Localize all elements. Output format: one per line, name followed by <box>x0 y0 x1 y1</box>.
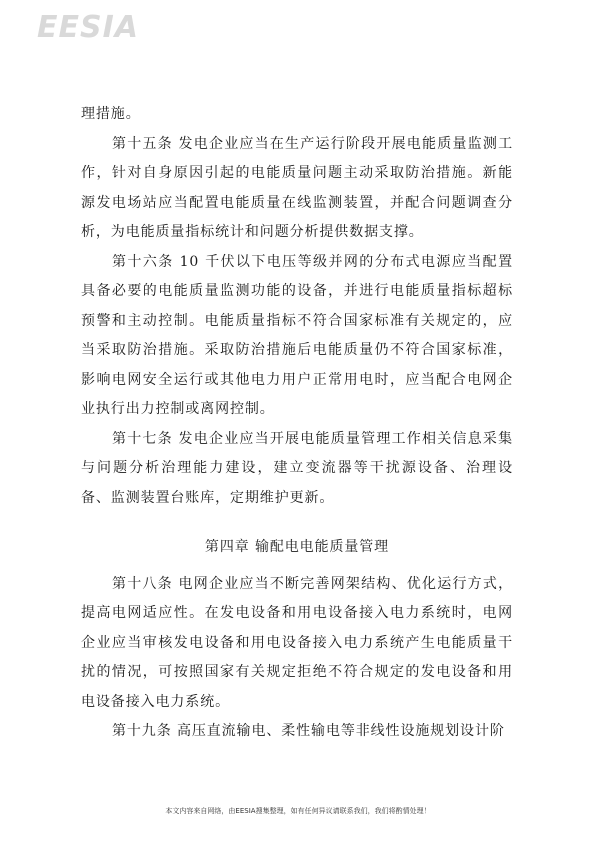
article-text: 高压直流输电、柔性输电等非线性设施规划设计阶 <box>171 723 505 739</box>
chapter-heading: 第四章 输配电电能质量管理 <box>204 539 390 555</box>
eesia-logo: EESIA <box>37 10 139 45</box>
article-17 <box>81 425 513 514</box>
footer-note: 本文内容来自网络，由EESIA搜集整理，如有任何异议请联系我们，我们将酌情处理！ <box>165 807 431 815</box>
article-text: 电网企业应当不断完善网架结构、优化运行方式，提高电网适应性。在发电设备和用电设备接入电力系统时，电网企业应当审核发电设备和用电设备接入电力系统产生电能质量干扰的情况，可按照国家有关规定拒绝不符合规定的发电设备和用电设备接入电力系统。 <box>81 575 513 710</box>
article-text: 10 千伏以下电压等级并网的分布式电源应当配置具备必要的电能质量监测功能的设备，并进行电能质量指标超标预警和主动控制。电能质量指标不符合国家标准有关规定的，应当采取防治措施。采取防治措施后电能质量仍不符合国家标准，影响电网安全运行或其他电力用户正常用电时，应当配合电网企业执行出力控制或离网控制。 <box>81 253 513 417</box>
article-number: 第十六条 <box>112 253 174 270</box>
article-text: 发电企业应当开展电能质量管理工作相关信息采集与问题分析治理能力建设，建立变流器等干扰源设备、治理设备、监测装置台账库，定期维护更新。 <box>81 430 513 506</box>
article-number: 第十五条 <box>112 135 173 152</box>
article-number: 第十九条 <box>112 723 172 739</box>
paragraph-continuation <box>81 100 513 130</box>
article-text: 发电企业应当在生产运行阶段开展电能质量监测工作，针对自身原因引起的电能质量问题主动采取防治措施。新能源发电场站应当配置电能质量在线监测装置，并配合问题调查分析，为电能质量指标统计和问题分析提供数据支撑。 <box>81 135 513 240</box>
article-15 <box>81 130 513 248</box>
article-16 <box>81 248 513 425</box>
article-number: 第十七条 <box>112 430 173 447</box>
article-number: 第十八条 <box>112 575 173 592</box>
article-18 <box>81 570 513 718</box>
paragraph-text: 理措施。 <box>81 106 141 122</box>
article-19 <box>81 717 513 747</box>
document-body <box>81 100 513 747</box>
